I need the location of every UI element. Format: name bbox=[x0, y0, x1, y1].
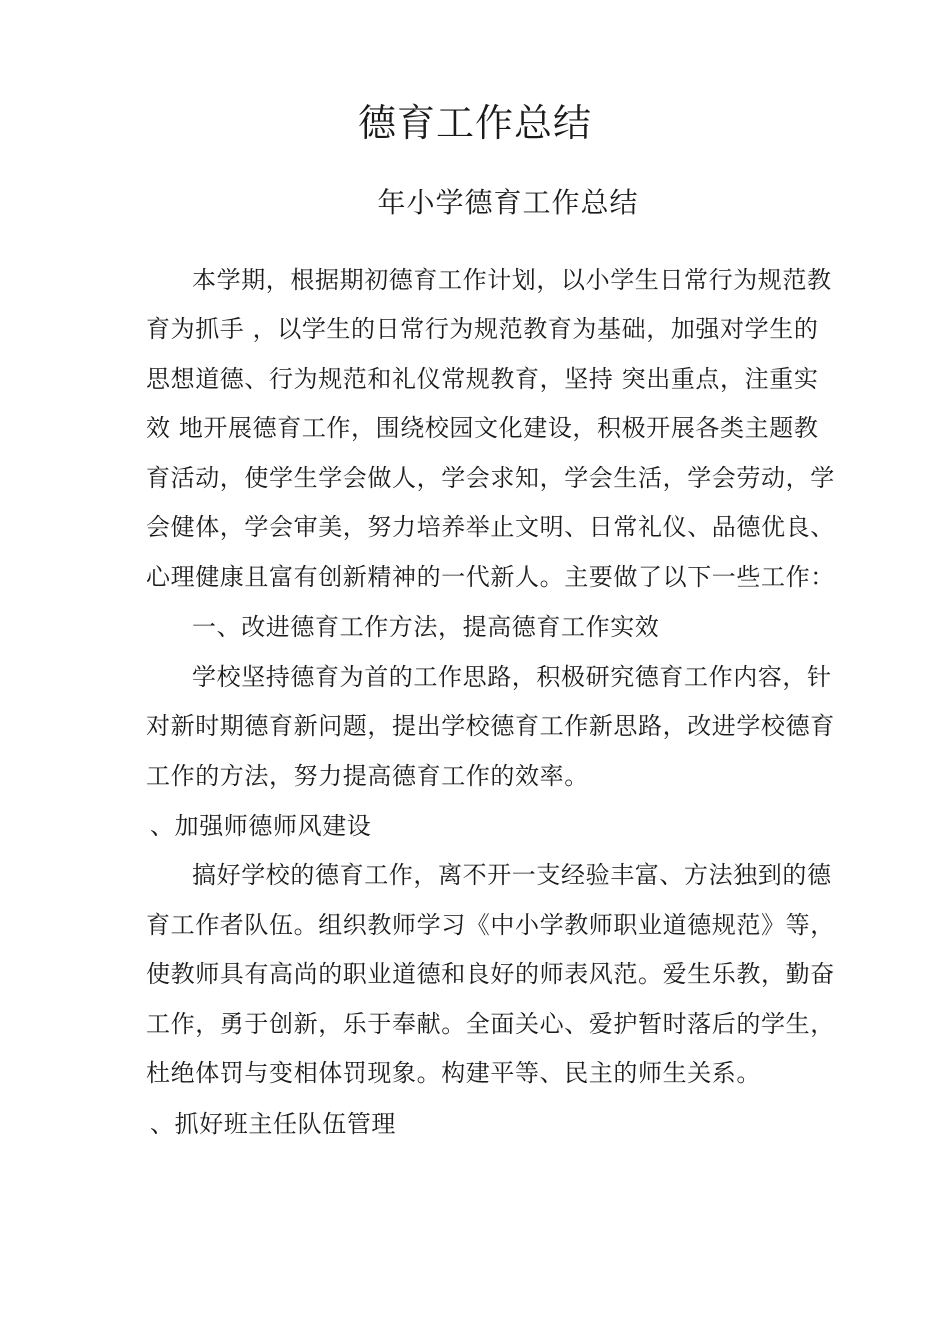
paragraph-line: 学校坚持德育为首的工作思路，积极研究德育工作内容，针 bbox=[192, 663, 832, 691]
section-heading: 、抓好班主任队伍管理 bbox=[150, 1110, 396, 1138]
paragraph-line: 工作的方法，努力提高德育工作的效率。 bbox=[146, 762, 589, 790]
paragraph-line: 效 地开展德育工作，围绕校园文化建设，积极开展各类主题教 bbox=[146, 414, 819, 442]
paragraph-line: 杜绝体罚与变相体罚现象。构建平等、民主的师生关系。 bbox=[146, 1059, 761, 1087]
paragraph-line: 育活动，使学生学会做人，学会求知，学会生活，学会劳动，学 bbox=[146, 464, 835, 492]
section-heading: 一、改进德育工作方法，提高德育工作实效 bbox=[192, 613, 660, 641]
document-subtitle: 年小学德育工作总结 bbox=[377, 186, 639, 219]
paragraph-line: 搞好学校的德育工作，离不开一支经验丰富、方法独到的德 bbox=[192, 861, 832, 889]
paragraph-line: 本学期，根据期初德育工作计划，以小学生日常行为规范教 bbox=[192, 266, 832, 294]
paragraph-line: 心理健康且富有创新精神的一代新人。主要做了以下一些工作： bbox=[146, 563, 835, 591]
document-title: 德育工作总结 bbox=[357, 101, 592, 145]
paragraph-line: 对新时期德育新问题，提出学校德育工作新思路，改进学校德育 bbox=[146, 712, 835, 740]
paragraph-line: 会健体，学会审美，努力培养举止文明、日常礼仪、品德优良、 bbox=[146, 513, 835, 541]
paragraph-line: 使教师具有高尚的职业道德和良好的师表风范。爱生乐教，勤奋 bbox=[146, 960, 835, 988]
paragraph-line: 育工作者队伍。组织教师学习《中小学教师职业道德规范》等， bbox=[146, 911, 835, 939]
paragraph-line: 工作，勇于创新，乐于奉献。全面关心、爱护暂时落后的学生， bbox=[146, 1010, 835, 1038]
paragraph-line: 育为抓手 ，以学生的日常行为规范教育为基础，加强对学生的 bbox=[146, 315, 819, 343]
paragraph-line: 思想道德、行为规范和礼仪常规教育，坚持 突出重点，注重实 bbox=[146, 365, 819, 393]
section-heading: 、加强师德师风建设 bbox=[150, 812, 372, 840]
